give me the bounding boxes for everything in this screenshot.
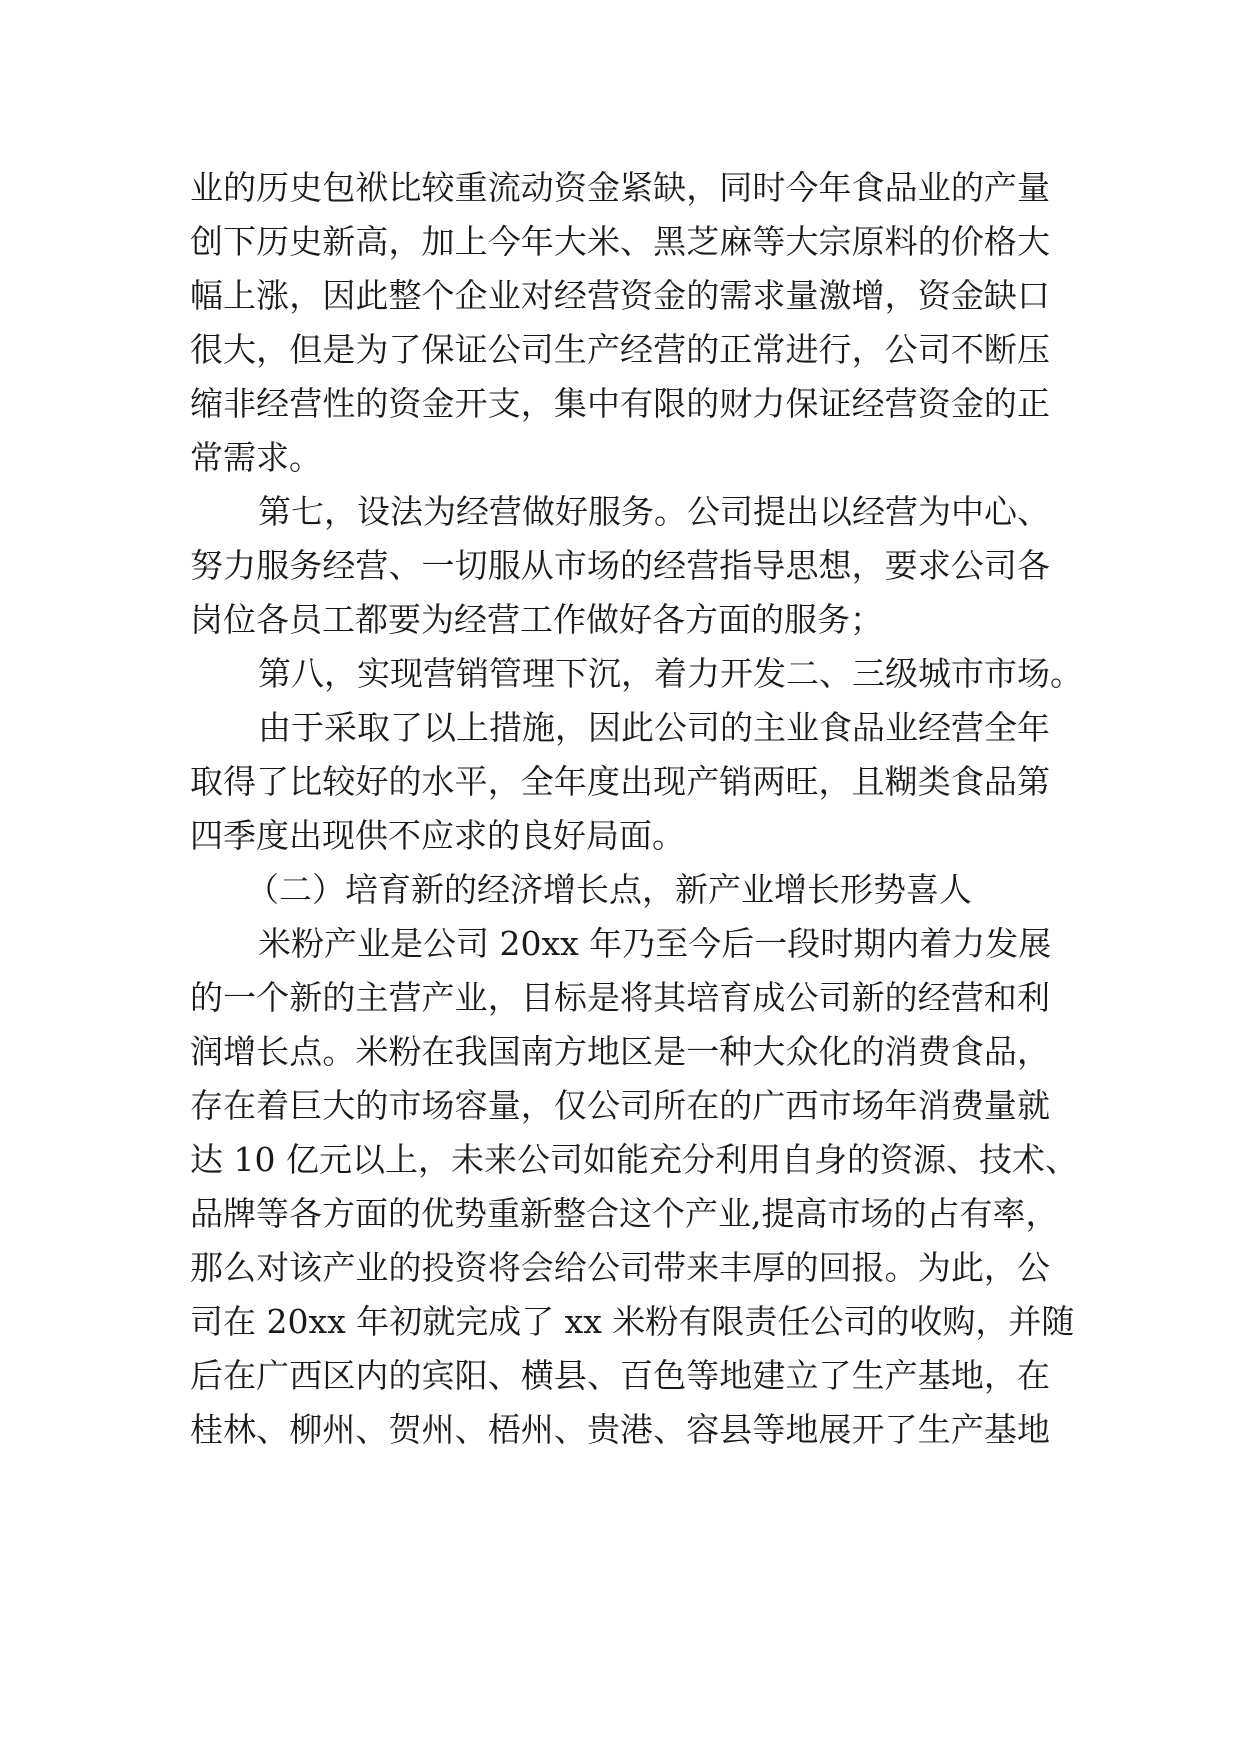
paragraph-first-line: 第八，实现营销管理下沉，着力开发二、三级城市市场。 [258, 654, 1083, 693]
text-line: 后在广西区内的宾阳、横县、百色等地建立了生产基地，在 [190, 1356, 1050, 1395]
text-line: 常需求。 [190, 438, 322, 477]
text-line: 品牌等各方面的优势重新整合这个产业,提高市场的占有率， [190, 1194, 1059, 1233]
section-heading: （二）培育新的经济增长点，新产业增长形势喜人 [246, 870, 972, 909]
paragraph-first-line: 第七，设法为经营做好服务。公司提出以经营为中心、 [258, 492, 1050, 531]
paragraph-first-line: 由于采取了以上措施，因此公司的主业食品业经营全年 [258, 708, 1050, 747]
text-line: 岗位各员工都要为经营工作做好各方面的服务； [190, 600, 883, 639]
text-line: 很大，但是为了保证公司生产经营的正常进行，公司不断压 [190, 330, 1050, 369]
paragraph-first-line: 米粉产业是公司 20xx 年乃至今后一段时期内着力发展 [258, 924, 1052, 963]
text-line: 那么对该产业的投资将会给公司带来丰厚的回报。为此，公 [190, 1248, 1050, 1287]
text-line: 缩非经营性的资金开支，集中有限的财力保证经营资金的正 [190, 384, 1050, 423]
text-line: 幅上涨，因此整个企业对经营资金的需求量激增，资金缺口 [190, 276, 1050, 315]
text-line: 存在着巨大的市场容量，仅公司所在的广西市场年消费量就 [190, 1086, 1050, 1125]
text-line: 司在 20xx 年初就完成了 xx 米粉有限责任公司的收购，并随 [190, 1302, 1075, 1341]
text-line: 润增长点。米粉在我国南方地区是一种大众化的消费食品， [190, 1032, 1050, 1071]
text-line: 桂林、柳州、贺州、梧州、贵港、容县等地展开了生产基地 [190, 1410, 1050, 1449]
text-line: 取得了比较好的水平，全年度出现产销两旺，且糊类食品第 [190, 762, 1050, 801]
text-line: 努力服务经营、一切服从市场的经营指导思想，要求公司各 [190, 546, 1050, 585]
text-line: 达 10 亿元以上，未来公司如能充分利用自身的资源、技术、 [190, 1140, 1078, 1179]
text-line: 四季度出现供不应求的良好局面。 [190, 816, 685, 855]
text-line: 业的历史包袱比较重流动资金紧缺，同时今年食品业的产量 [190, 168, 1050, 207]
text-line: 的一个新的主营产业，目标是将其培育成公司新的经营和利 [190, 978, 1050, 1017]
text-line: 创下历史新高，加上今年大米、黑芝麻等大宗原料的价格大 [190, 222, 1050, 261]
